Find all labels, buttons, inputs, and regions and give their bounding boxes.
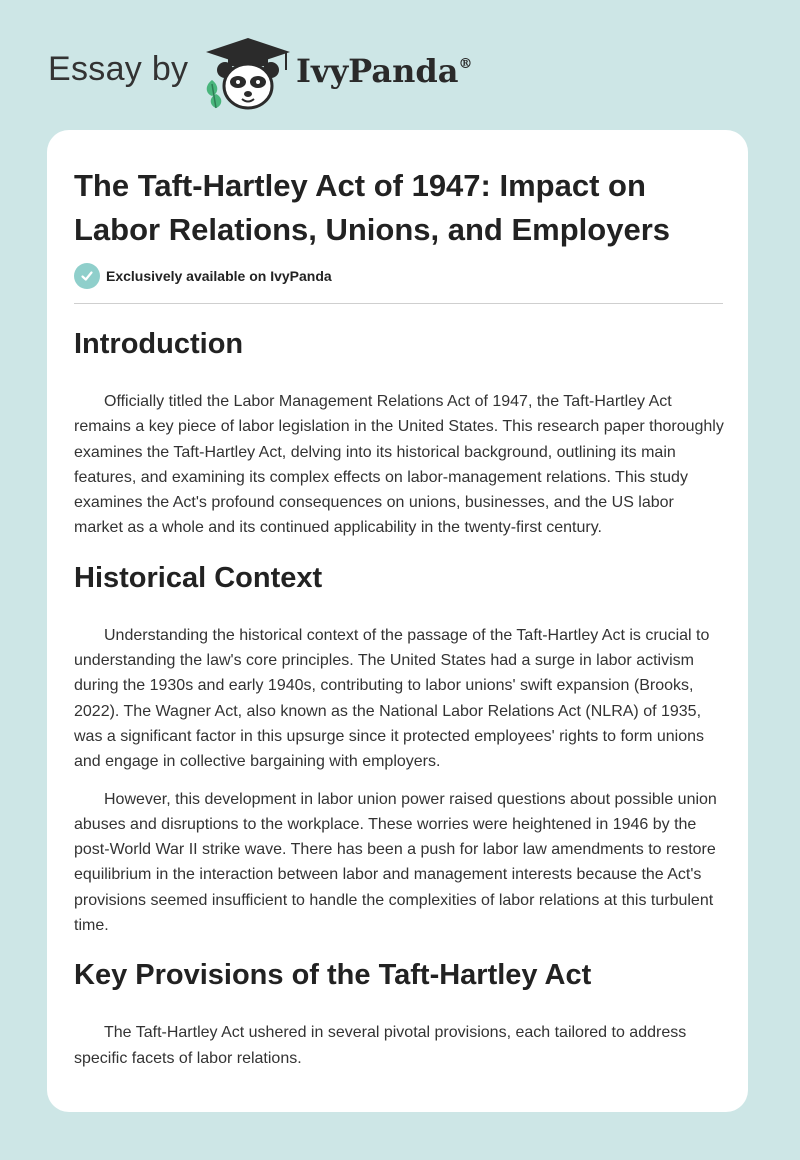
essay-card (47, 130, 748, 1112)
essay-body (74, 323, 724, 1083)
ivypanda-logo-icon[interactable] (200, 36, 296, 112)
section-heading-historical-context: Historical Context (74, 561, 323, 594)
paragraph: Understanding the historical context of the passage of the Taft-Hartley Act is crucial to understanding the law's core principles. The United States had a surge in labor activism during the 1930s and early 1940s, contributing to labor unions' swift expansion (Brooks, 2022). The Wagner Act, also known as the National Labor Relations Act (NLRA) of 1935, was a significant factor in this upsurge since it protected employees' rights to form unions and engage in collective bargaining with employers. (74, 626, 710, 771)
paragraph: The Taft-Hartley Act ushered in several pivotal provisions, each tailored to address specific facets of labor relations. (74, 1024, 687, 1067)
exclusive-badge-text: Exclusively available on IvyPanda (106, 268, 332, 284)
exclusive-badge (74, 263, 332, 289)
registered-mark: ® (458, 56, 473, 73)
essay-by-label: Essay by (48, 50, 189, 88)
paragraph: Officially titled the Labor Management Relations Act of 1947, the Taft-Hartley Act remains a key piece of labor legislation in the United States. This research paper thoroughly examines the Taft-Hartley Act, delving into its historical background, outlining its main features, and examining its complex effects on labor-management relations. This study examines the Act's profound consequences on unions, businesses, and the US labor market as a whole and its continued applicability in the twenty-first century. (74, 393, 724, 537)
site-header (0, 0, 800, 130)
brand-text: IvyPanda (296, 52, 459, 90)
check-icon (74, 263, 100, 289)
title-divider (74, 303, 723, 304)
essay-title: The Taft-Hartley Act of 1947: Impact on Labor Relations, Unions, and Employers (74, 168, 670, 247)
paragraph: However, this development in labor union power raised questions about possible union abuses and disruptions to the workplace. These worries were heightened in 1946 by the post-World War II strike wave. There has been a push for labor law amendments to restore equilibrium in the interaction between labor and management interests because the Act's provisions seemed insufficient to handle the complexities of labor relations at this turbulent time. (74, 790, 717, 935)
brand-name[interactable] (296, 52, 472, 90)
section-heading-key-provisions: Key Provisions of the Taft-Hartley Act (74, 959, 592, 992)
section-heading-introduction: Introduction (74, 328, 244, 360)
